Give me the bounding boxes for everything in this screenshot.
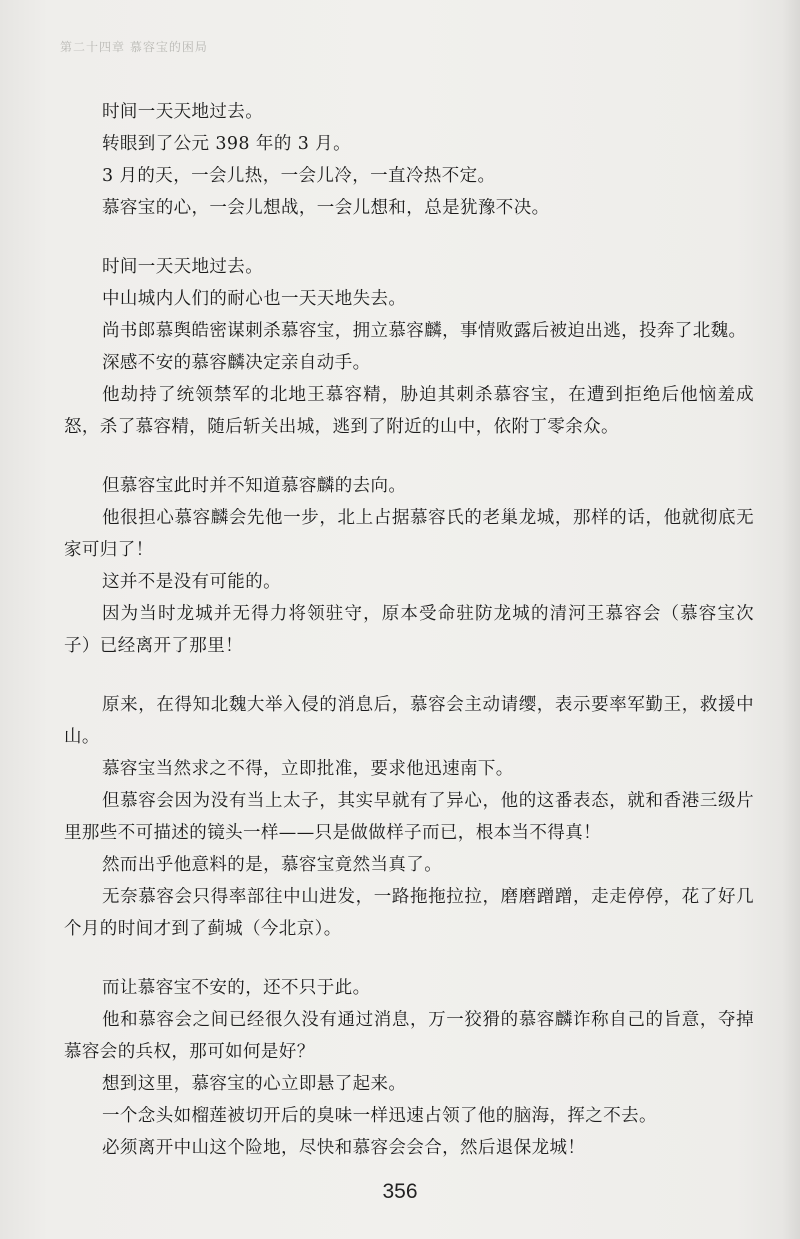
page-edge-shadow <box>782 0 800 1239</box>
paragraph: 想到这里，慕容宝的心立即悬了起来。 <box>102 1074 407 1094</box>
paragraph: 原来，在得知北魏大举入侵的消息后，慕容会主动请缨，表示要率军勤王，救援中山。 <box>64 695 754 747</box>
paragraph: 时间一天天地过去。 <box>102 102 264 122</box>
paragraph: 而让慕容宝不安的，还不只于此。 <box>102 978 371 998</box>
paragraph: 转眼到了公元 398 年的 3 月。 <box>102 134 351 154</box>
body-text <box>64 96 754 1164</box>
page-number: 356 <box>382 1180 418 1203</box>
paragraph: 无奈慕容会只得率部往中山进发，一路拖拖拉拉，磨磨蹭蹭，走走停停，花了好几个月的时间才到了蓟城（今北京）。 <box>64 887 754 939</box>
section-break <box>64 945 754 972</box>
paragraph: 深感不安的慕容麟决定亲自动手。 <box>102 353 371 373</box>
paragraph: 他和慕容会之间已经很久没有通过消息，万一狡猾的慕容麟诈称自己的旨意，夺掉慕容会的兵权，那可如何是好？ <box>64 1010 754 1062</box>
paragraph: 慕容宝的心，一会儿想战，一会儿想和，总是犹豫不决。 <box>102 198 550 218</box>
paragraph: 时间一天天地过去。 <box>102 257 264 277</box>
paragraph: 他很担心慕容麟会先他一步，北上占据慕容氏的老巢龙城，那样的话，他就彻底无家可归了！ <box>64 508 754 560</box>
paragraph: 然而出乎他意料的是，慕容宝竟然当真了。 <box>102 855 443 875</box>
paragraph: 尚书郎慕舆皓密谋刺杀慕容宝，拥立慕容麟，事情败露后被迫出逃，投奔了北魏。 <box>102 321 747 341</box>
paragraph: 因为当时龙城并无得力将领驻守，原本受命驻防龙城的清河王慕容会（慕容宝次子）已经离开了那里！ <box>64 604 754 656</box>
section-break <box>64 662 754 689</box>
paragraph: 他劫持了统领禁军的北地王慕容精，胁迫其刺杀慕容宝，在遭到拒绝后他恼羞成怒，杀了慕容精，随后斩关出城，逃到了附近的山中，依附丁零余众。 <box>64 385 754 437</box>
paragraph: 这并不是没有可能的。 <box>102 572 281 592</box>
section-break <box>64 443 754 470</box>
paragraph: 慕容宝当然求之不得，立即批准，要求他迅速南下。 <box>102 759 514 779</box>
running-header: 第二十四章 慕容宝的困局 <box>60 40 208 54</box>
paragraph: 但慕容会因为没有当上太子，其实早就有了异心，他的这番表态，就和香港三级片里那些不可描述的镜头一样——只是做做样子而已，根本当不得真！ <box>64 791 754 843</box>
section-break <box>64 224 754 251</box>
paragraph: 3 月的天，一会儿热，一会儿冷，一直冷热不定。 <box>102 166 496 186</box>
paragraph: 但慕容宝此时并不知道慕容麟的去向。 <box>102 476 407 496</box>
paragraph: 中山城内人们的耐心也一天天地失去。 <box>102 289 407 309</box>
paragraph: 必须离开中山这个险地，尽快和慕容会会合，然后退保龙城！ <box>102 1138 586 1158</box>
paragraph: 一个念头如榴莲被切开后的臭味一样迅速占领了他的脑海，挥之不去。 <box>102 1106 657 1126</box>
